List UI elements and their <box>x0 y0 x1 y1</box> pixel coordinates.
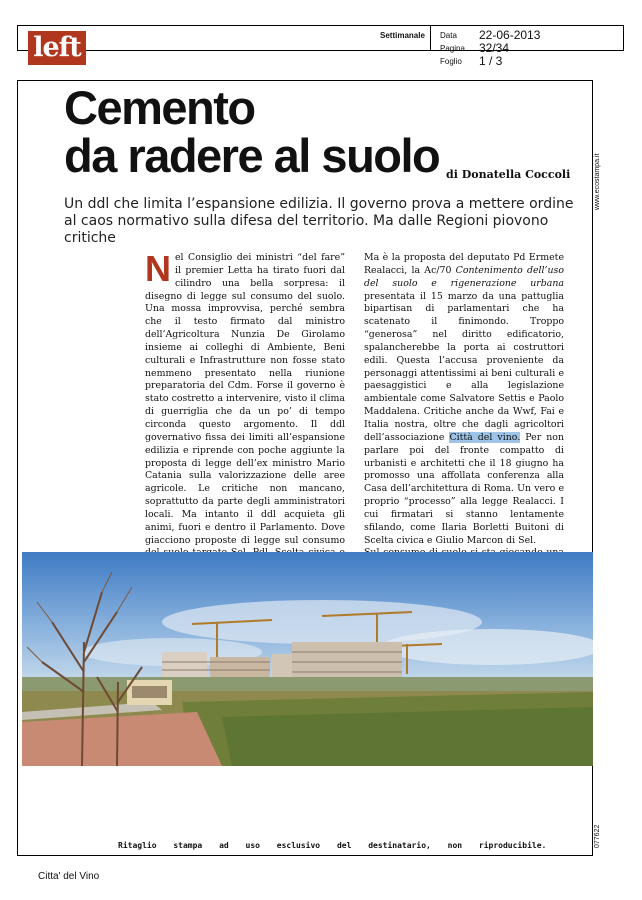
drop-cap: N <box>145 248 171 289</box>
reproduction-notice: Ritaglio stampa ad uso esclusivo del destinatario, non riproducibile. <box>118 841 547 850</box>
publication-logo: left <box>28 31 86 65</box>
column-2-text-b: presentata il 15 marzo da una pattuglia bipartisan di parlamentari che ha scatenato il finimondo. Troppo “generosa” nel diritto edificatorio, spalancherebbe la porta ai costruttori edili. Questa l’accusa proveniente da personaggi attentissimi ai beni culturali e paesaggistici e alla legislazione ambientale come Salvatore Settis e Paolo Maddalena. Critiche anche da Wwf, Fai e Italia nostra, oltre che dagli agricoltori dell’associazione <box>364 290 564 443</box>
bill-title: Contenimento dell’uso del suolo e rigenerazione urbana <box>364 264 564 289</box>
column-2-text-a: Ma è la proposta del deputato Pd Ermete Realacci, la Ac/70 <box>364 252 564 276</box>
date-value: 22-06-2013 <box>479 28 541 42</box>
construction-site-photo <box>22 552 593 766</box>
article-title <box>64 81 440 182</box>
column-1-text: el Consiglio dei ministri “del fare” il premier Letta ha tirato fuori dal cilindro una bella sorpresa: il disegno di legge sul consumo del suolo. Una mossa improvvisa, perché sembra che il testo firmato dal ministro dell’Agricoltura Nunzia De Girolamo insieme ai colleghi di Ambiente, Beni culturali e Infrastrutture non fosse stato nemmeno presentato nella riunione preparatoria del Cdm. Forse il governo è stato costretto a intervenire, visto il clima di guerriglia che da un po’ di tempo circonda questo argomento. Il ddl governativo fissa dei limiti all’espansione edilizia e riprende con poche aggiunte la proposta di legge dell’ex ministro Mario Catania sulla valorizzazione delle aree agricole. Le critiche non mancano, soprattutto da parte degli amministratori locali. Ma intanto il ddl acquieta gli animi, fuori e dentro il Parlamento. Dove giacciono proposte di legge sul consumo <box>145 252 345 546</box>
column-2-text-c: Per non parlare poi del fronte compatto di urbanisti e architetti che il 18 giugno ha promosso una affollata conferenza alla Casa dell’architettura di Roma. Un vero e proprio “processo” alla legge Realacci. I cui firmatari si stanno lentamente sfilando, come Ilaria Borletti Buitoni di Scelta civica e Giulio Marcon di Sel. <box>364 431 564 546</box>
article-subtitle: Un ddl che limita l’espansione edilizia. Il governo prova a mettere ordine al caos normativo sulla difesa del territorio. Ma dalle Regioni piovono critiche <box>64 196 574 246</box>
date-label: Data <box>440 31 457 40</box>
publication-frequency: Settimanale <box>380 31 425 40</box>
article-byline: di Donatella Coccoli <box>446 168 571 181</box>
highlighted-association: Città del vino. <box>449 431 521 443</box>
page-value: 32/34 <box>479 41 510 55</box>
sheet-value: 1 / 3 <box>479 54 503 68</box>
sheet-label: Foglio <box>440 57 462 66</box>
side-url-label: www.ecostampa.it <box>594 153 601 210</box>
title-line-2: da radere al suolo <box>64 129 440 182</box>
source-label: Citta' del Vino <box>38 871 100 882</box>
title-line-1: Cemento <box>64 81 255 134</box>
page-label: Pagina <box>440 44 465 53</box>
header-divider <box>430 25 431 50</box>
side-code-label: 077622 <box>594 824 601 848</box>
